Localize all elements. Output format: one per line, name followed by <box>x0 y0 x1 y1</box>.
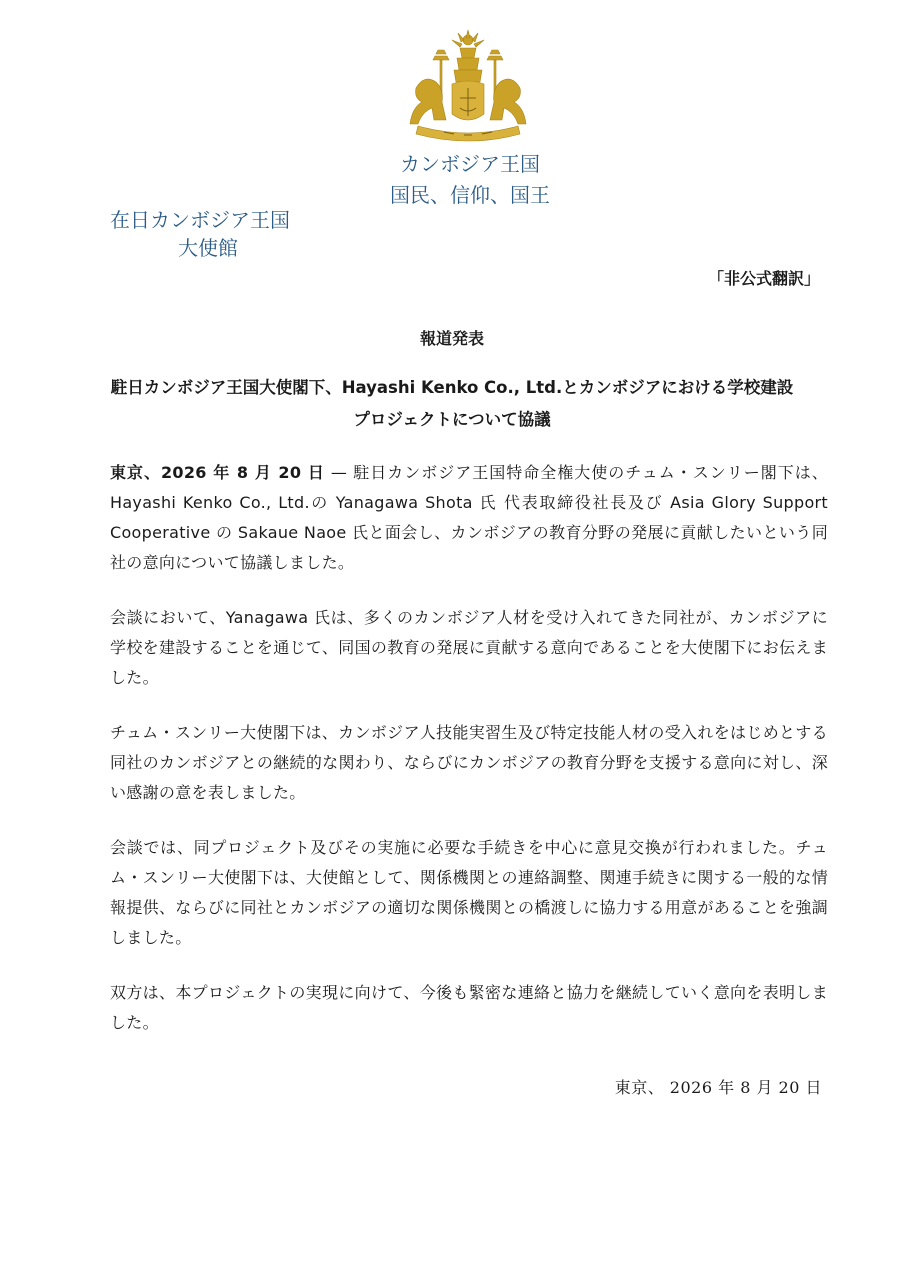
press-release-body <box>110 458 828 1063</box>
press-release-heading: 報道発表 <box>419 329 484 348</box>
cambodia-royal-coat-of-arms-icon <box>404 28 532 146</box>
unofficial-translation-label: 「非公式翻訳」 <box>707 269 820 288</box>
kingdom-name: カンボジア王国 <box>400 152 540 176</box>
paragraph-1-text: — 駐日カンボジア王国特命全権大使のチュム・スンリー閣下は、Hayashi Kenko Co., Ltd.の Yanagawa Shota 氏 代表取締役社長及び Asia Glory Support Cooperative の Sakaue Naoe 氏と面会し、カンボジアの教育分野の発展に貢献したいという同社の意向について協議しました。 <box>110 463 829 572</box>
embassy-name-line2: 大使館 <box>178 236 238 260</box>
embassy-name <box>110 206 310 262</box>
signoff-date: 東京、 2026 年 8 月 20 日 <box>614 1078 822 1097</box>
press-release-title <box>90 372 814 436</box>
title-line-1: 駐日カンボジア王国大使閣下、Hayashi Kenko Co., Ltd.とカンボジアにおける学校建設 <box>110 378 794 397</box>
body-paragraph-5: 双方は、本プロジェクトの実現に向けて、今後も緊密な連絡と協力を継続していく意向を表明しました。 <box>110 983 828 1032</box>
body-paragraph-3: チュム・スンリー大使閣下は、カンボジア人技能実習生及び特定技能人材の受入れをはじめとする同社のカンボジアとの継続的な関わり、ならびにカンボジアの教育分野を支援する意向に対し、深い感謝の意を表しました。 <box>110 723 828 802</box>
body-paragraph-1 <box>110 458 828 578</box>
body-paragraph-2: 会談において、Yanagawa 氏は、多くのカンボジア人材を受け入れてきた同社が、カンボジアに学校を建設することを通じて、同国の教育の発展に貢献する意向であることを大使閣下にお伝えました。 <box>110 608 828 687</box>
national-motto: 国民、信仰、国王 <box>390 183 550 207</box>
embassy-name-line1: 在日カンボジア王国 <box>110 208 290 232</box>
kingdom-header <box>340 150 600 210</box>
title-line-2: プロジェクトについて協議 <box>353 410 551 429</box>
body-paragraph-4: 会談では、同プロジェクト及びその実施に必要な手続きを中心に意見交換が行われました。チュム・スンリー大使閣下は、大使館として、関係機関との連絡調整、関連手続きに関する一般的な情報提供、ならびに同社とカンボジアの適切な関係機関との橋渡しに協力する用意があることを強調しました。 <box>110 838 828 947</box>
dateline: 東京、2026 年 8 月 20 日 <box>110 463 325 482</box>
